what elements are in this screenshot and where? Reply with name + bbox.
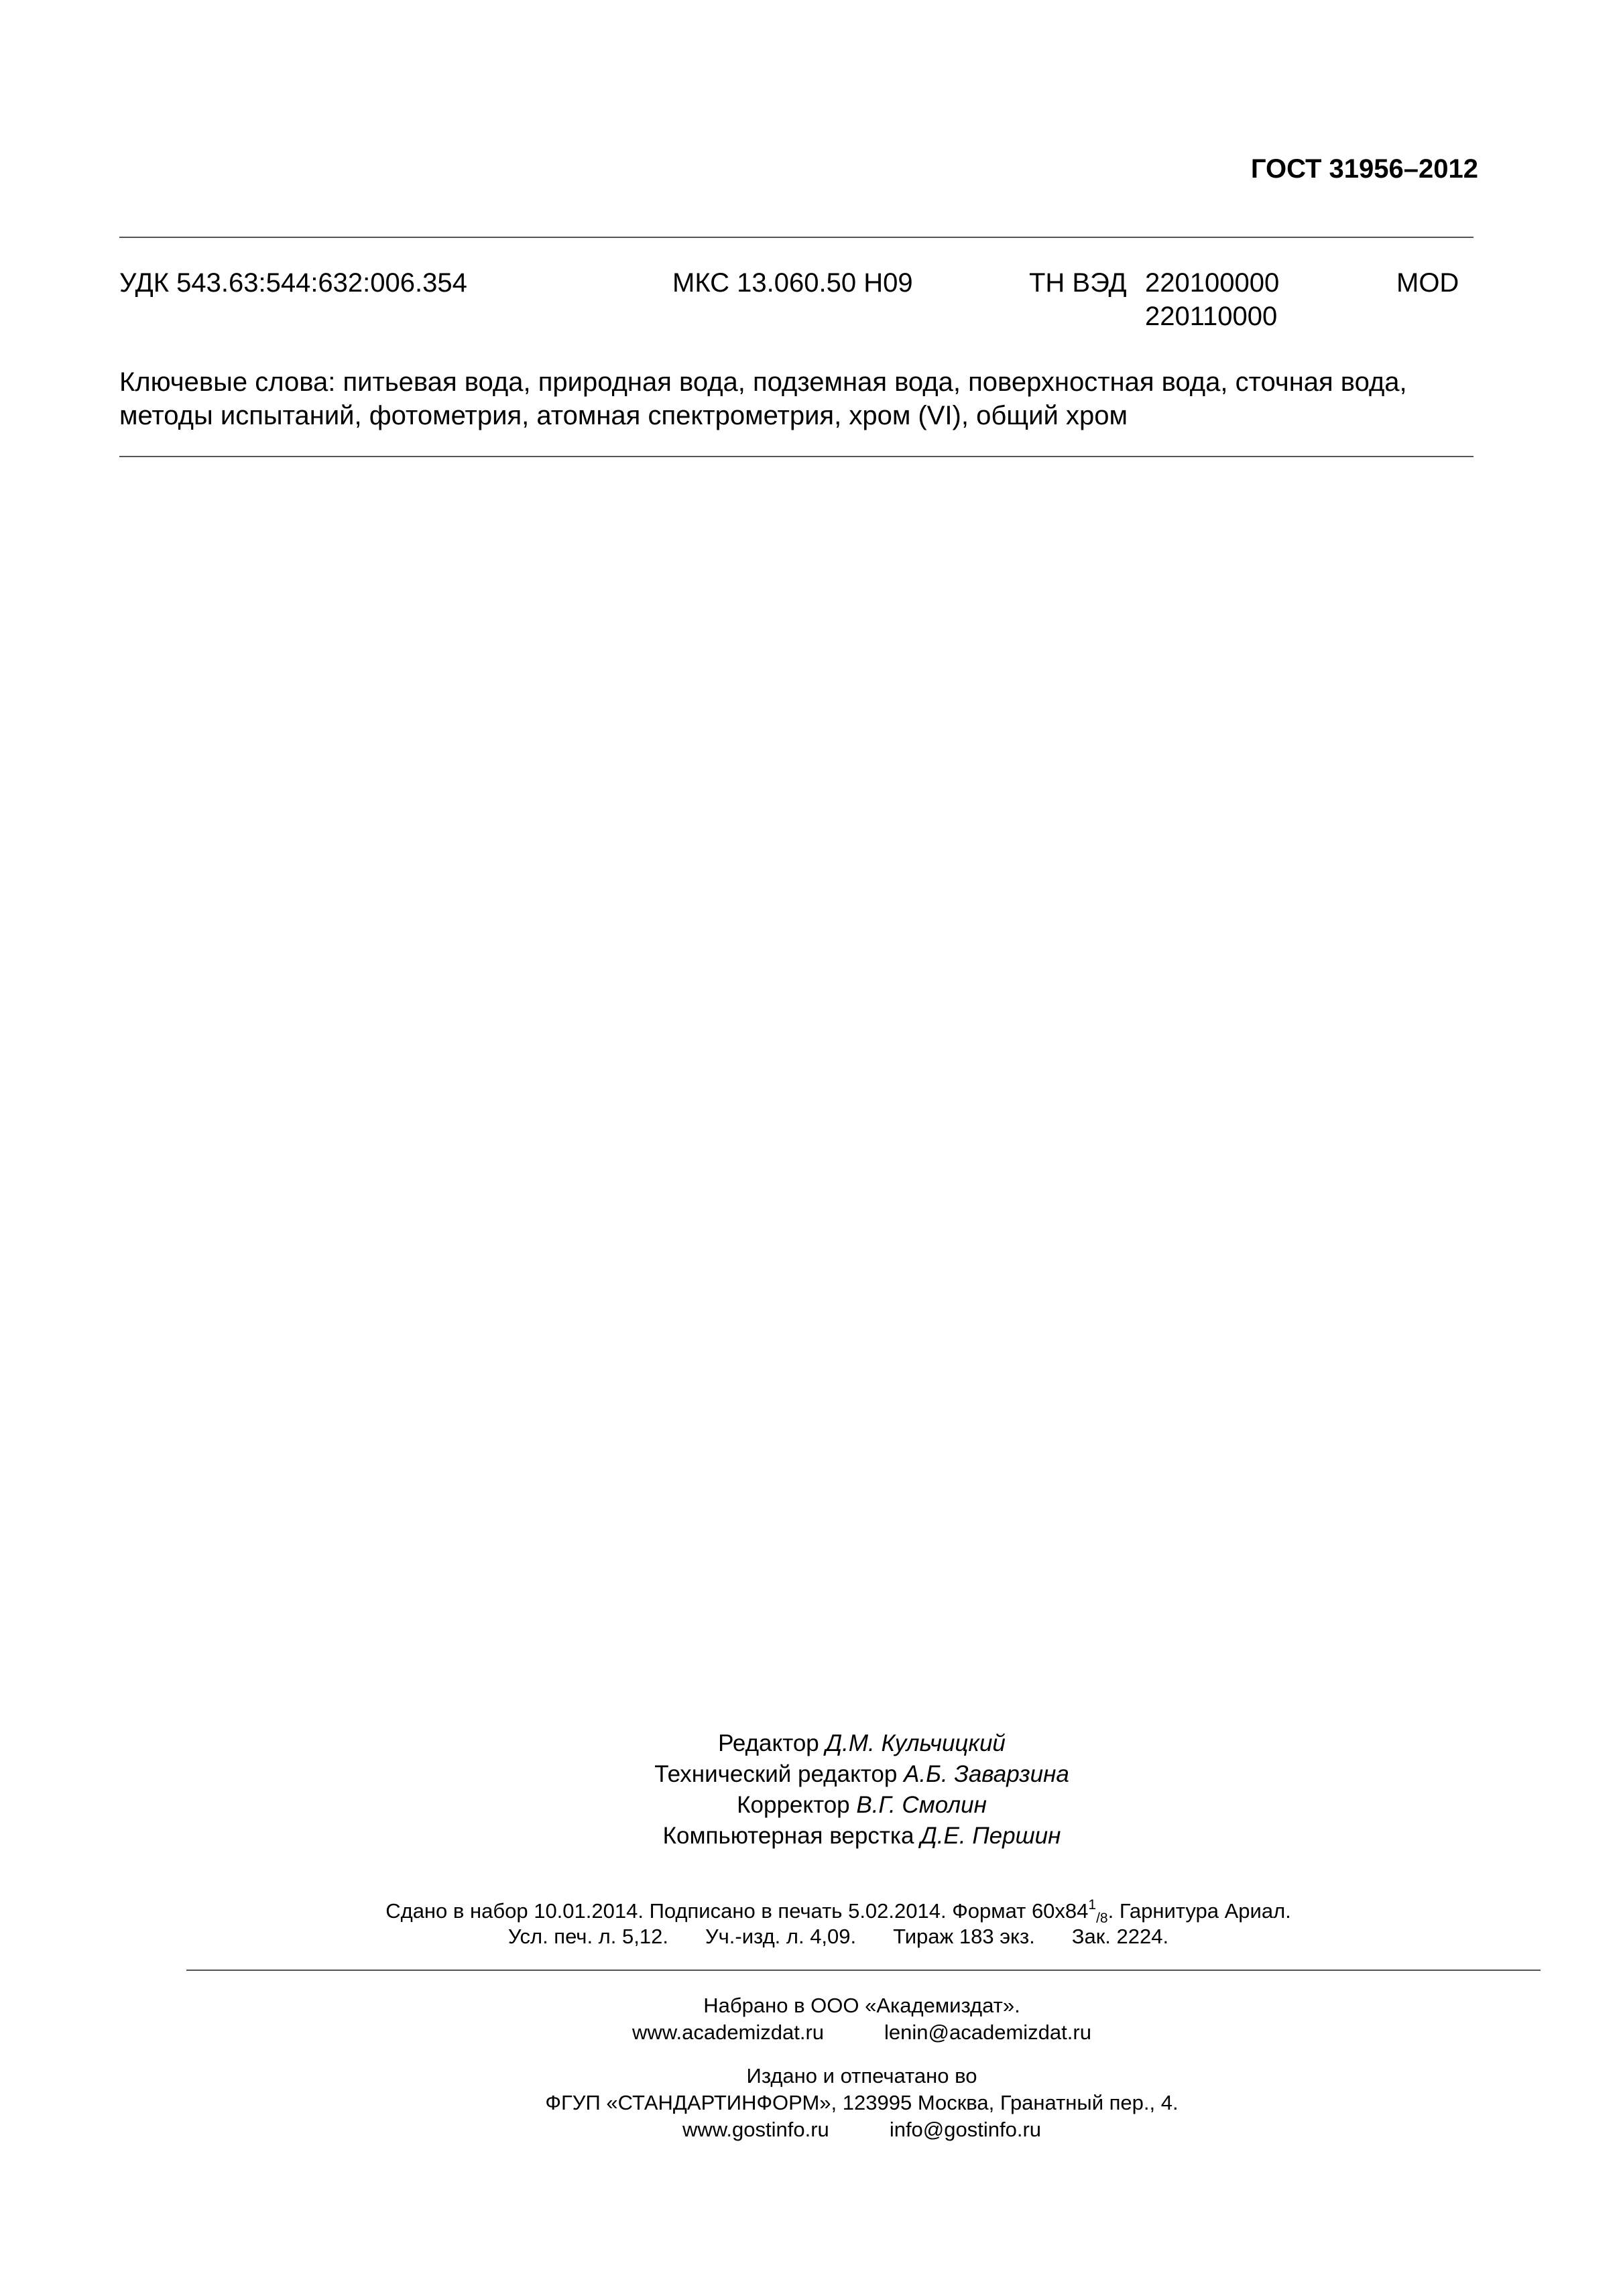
- tn-ved-code-2: 220110000: [1145, 302, 1278, 331]
- circulation: Тираж 183 экз.: [893, 1925, 1035, 1948]
- printed-sheets: Усл. печ. л. 5,12.: [507, 1925, 668, 1948]
- publishing-sheets: Уч.-изд. л. 4,09.: [705, 1925, 857, 1948]
- publisher-line-2: ФГУП «СТАНДАРТИНФОРМ», 123995 Москва, Гранатный пер., 4.: [545, 2091, 1179, 2114]
- print-dates: Сдано в набор 10.01.2014. Подписано в печать 5.02.2014. Формат 60x84: [385, 1899, 1089, 1923]
- print-info-line-2: [54, 1924, 1623, 1949]
- tech-editor-role: Технический редактор: [654, 1761, 904, 1787]
- publisher-line-1: Издано и отпечатано во: [746, 2064, 977, 2088]
- tech-editor-name: А.Б. Заварзина: [904, 1761, 1069, 1787]
- typeset-email: lenin@academizdat.ru: [884, 2020, 1091, 2044]
- keywords-line-2: методы испытаний, фотометрия, атомная спектрометрия, хром (VI), общий хром: [119, 401, 1128, 430]
- mks-code: МКС 13.060.50 Н09: [672, 268, 913, 298]
- typeface: . Гарнитура Ариал.: [1107, 1899, 1291, 1923]
- publisher-block: [0, 2063, 1623, 2143]
- typeset-line: Набрано в ООО «Академиздат».: [703, 1994, 1020, 2017]
- typeset-contacts: [101, 2019, 1623, 2046]
- document-number: ГОСТ 31956–2012: [1250, 154, 1478, 184]
- mod-marker: MOD: [1396, 268, 1459, 298]
- editor-name: Д.М. Кульчицкий: [825, 1730, 1006, 1756]
- print-info: [0, 1898, 1623, 1949]
- proofreader-name: В.Г. Смолин: [856, 1792, 987, 1818]
- publisher-website: www.gostinfo.ru: [682, 2118, 829, 2141]
- publisher-contacts: [101, 2116, 1623, 2143]
- proofreader-line: [101, 1790, 1623, 1821]
- editor-line: [101, 1728, 1623, 1759]
- layout-line: [101, 1821, 1623, 1852]
- keywords-divider: [119, 456, 1474, 457]
- keywords: [119, 365, 1474, 432]
- typeset-website: www.academizdat.ru: [632, 2020, 825, 2044]
- tech-editor-line: [101, 1759, 1623, 1790]
- credits-block: [0, 1728, 1623, 1852]
- publisher-email: info@gostinfo.ru: [889, 2118, 1042, 2141]
- udk-code: УДК 543.63:544:632:006.354: [119, 268, 467, 298]
- editor-role: Редактор: [718, 1730, 826, 1756]
- typeset-block: [0, 1992, 1623, 2046]
- format-subscript: /8: [1096, 1911, 1108, 1926]
- format-superscript: 1: [1088, 1897, 1097, 1913]
- bottom-divider: [186, 1970, 1541, 1971]
- top-divider: [119, 237, 1474, 238]
- layout-role: Компьютерная верстка: [662, 1823, 921, 1849]
- tn-ved-label: ТН ВЭД: [1029, 268, 1127, 298]
- order-number: Зак. 2224.: [1071, 1925, 1169, 1948]
- proofreader-role: Корректор: [737, 1792, 857, 1818]
- tn-ved-code-1: 220100000: [1145, 268, 1280, 298]
- print-info-line-1: [54, 1898, 1623, 1924]
- keywords-line-1: Ключевые слова: питьевая вода, природная вода, подземная вода, поверхностная вода, сточная вода,: [119, 367, 1407, 397]
- layout-name: Д.Е. Першин: [920, 1823, 1061, 1849]
